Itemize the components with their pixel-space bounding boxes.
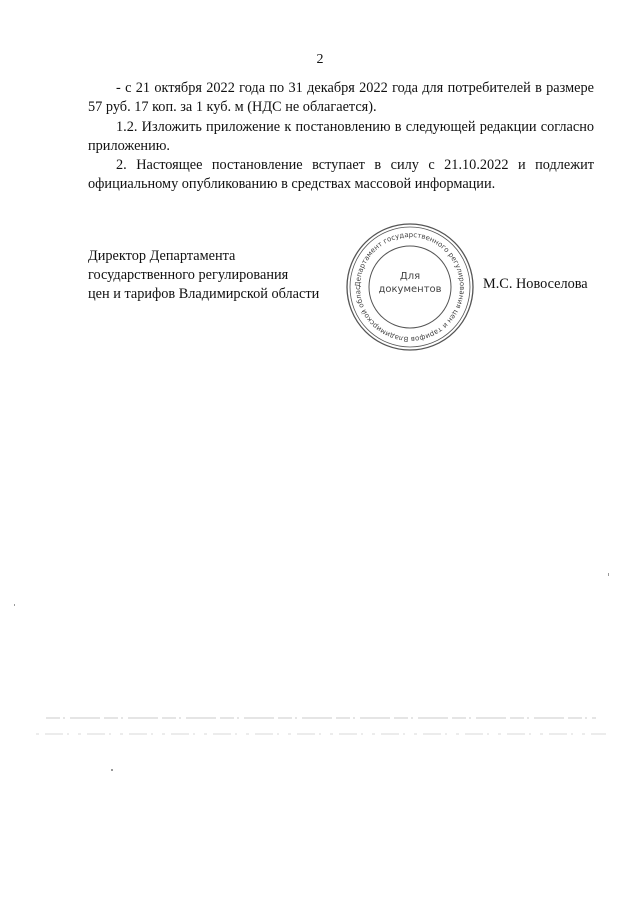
position-line: цен и тарифов Владимирской области [88, 286, 320, 302]
paragraph-text: 2. Настоящее постановление вступает в силу с 21.10.2022 и подлежит официальному опубликованию в средствах массовой информации. [88, 157, 594, 192]
scan-speck [608, 573, 609, 576]
paragraph-text: - с 21 октября 2022 года по 31 декабря 2022 года для потребителей в размере 57 руб. 17 коп. за 1 куб. м (НДС не облагается). [88, 80, 594, 115]
scan-speck [14, 604, 15, 606]
signer-name: М.С. Новоселова [483, 276, 588, 292]
scan-artifact-lines [36, 712, 616, 742]
stamp-center-line: Для [399, 271, 421, 282]
position-line: государственного регулирования [88, 267, 289, 283]
paragraph-text: 1.2. Изложить приложение к постановлению в следующей редакции согласно приложению. [88, 119, 594, 154]
page-number: 2 [316, 52, 324, 67]
stamp-center-line: документов [378, 284, 442, 295]
paragraph-appendix [88, 118, 594, 156]
signatory-position [88, 247, 319, 304]
scan-speck [111, 769, 113, 771]
stamp-ring-text: Департамент государственного регулирования цен и тарифов Владимирской облас [353, 230, 467, 344]
scan-artifact-graphic [36, 712, 616, 742]
official-stamp [344, 221, 476, 353]
stamp-graphic [344, 221, 476, 353]
position-line: Директор Департамента [88, 248, 236, 264]
paragraph-tariff-period [88, 79, 594, 117]
paragraph-effective-date [88, 156, 594, 194]
